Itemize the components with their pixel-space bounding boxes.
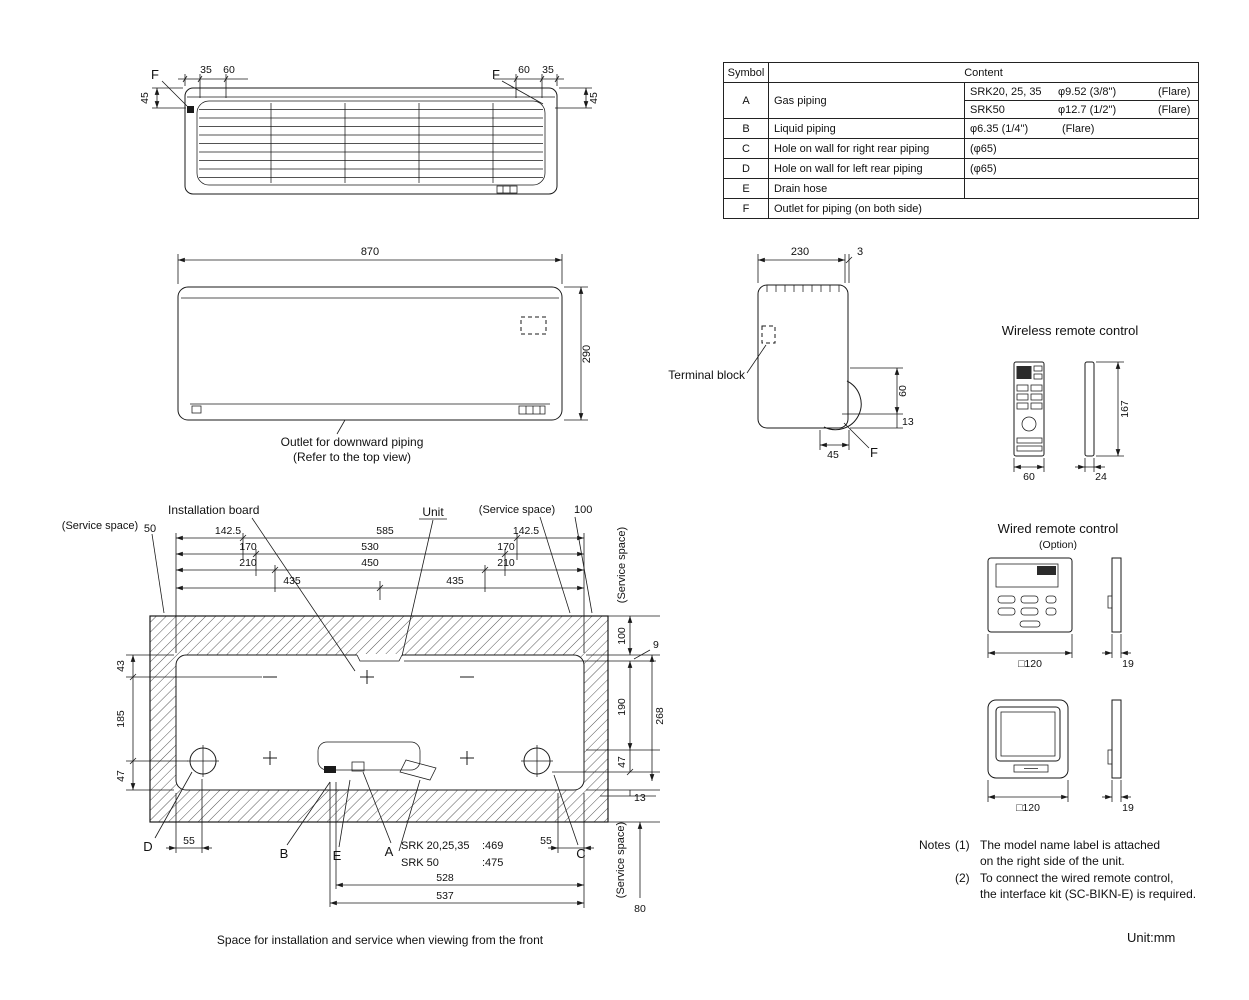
row-c-symbol: C [742, 142, 750, 155]
note2-line2: the interface kit (SC-BIKN-E) is required. [980, 887, 1197, 901]
front-view-dimensions [178, 254, 588, 434]
side-view-dim-45: 45 [827, 449, 839, 461]
dim-43: 43 [115, 660, 127, 672]
dim-13: 13 [634, 792, 646, 804]
wireless-remote-dim-60: 60 [1023, 471, 1035, 483]
top-view-dimensions [152, 74, 592, 108]
top-view-dim-35-left: 35 [200, 64, 212, 76]
dim-268: 268 [654, 707, 666, 725]
front-view-dim-290: 290 [581, 344, 593, 364]
row-f-symbol: F [742, 202, 750, 215]
top-view-dim-60-left: 60 [223, 64, 235, 76]
row-e-value [964, 179, 1198, 198]
row-f-name: Outlet for piping (on both side) [768, 199, 1198, 218]
front-view-dim-870: 870 [360, 246, 380, 258]
row-a-line1-type: (Flare) [1158, 85, 1191, 98]
notes-block [919, 838, 1196, 901]
side-view-dim-60: 60 [897, 385, 909, 397]
top-view-dim-45-right: 45 [588, 92, 600, 104]
dim-142-5-left: 142.5 [214, 525, 242, 537]
wireless-remote-dim-167: 167 [1119, 400, 1131, 418]
front-view [178, 246, 593, 464]
table-row-d [724, 158, 1198, 178]
dim-435-left: 435 [283, 575, 301, 587]
callout-d: D [143, 839, 153, 854]
row-e-name: Drain hose [768, 179, 964, 198]
wired-remote2-display [996, 707, 1060, 761]
wired-remote2-dim-120: □120 [1016, 802, 1040, 814]
wired-remote2-dim-19: 19 [1122, 802, 1134, 814]
caption: Space for installation and service when viewing from the front [216, 933, 544, 947]
srk50-value: :475 [482, 857, 504, 869]
top-view-f-right-label: F [492, 67, 500, 82]
row-c-name: Hole on wall for right rear piping [768, 139, 964, 158]
wired-remote-subtitle: (Option) [1039, 539, 1077, 551]
row-b-size: φ6.35 (1/4") [970, 122, 1029, 135]
row-a-line2 [965, 101, 1198, 118]
row-a-line2-type: (Flare) [1158, 103, 1191, 116]
srk50-model: SRK 50 [401, 857, 439, 869]
wired-remote2-side [1112, 700, 1121, 778]
wireless-remote-title: Wireless remote control [1001, 323, 1139, 338]
row-d-symbol: D [742, 162, 750, 175]
side-view-dim-230: 230 [790, 246, 810, 258]
top-view-dim-45-left: 45 [139, 92, 151, 104]
piping-outlet-arc [824, 381, 861, 430]
dim-9: 9 [653, 639, 659, 651]
dim-47-left: 47 [115, 770, 127, 782]
dim-530: 530 [361, 541, 379, 553]
top-view-f-left-label: F [151, 67, 159, 82]
row-d-value: (φ65) [964, 159, 1198, 178]
dim-537: 537 [436, 890, 454, 902]
row-b-name: Liquid piping [768, 119, 964, 138]
signal-receiver-dashed-box [521, 317, 546, 334]
row-b-type: (Flare) [1062, 122, 1095, 135]
dim-100-right: 100 [616, 627, 628, 645]
callout-a: A [384, 844, 394, 859]
dim-170-left: 170 [239, 541, 257, 553]
note1-line1: The model name label is attached [980, 838, 1161, 852]
callout-e: E [332, 848, 342, 863]
dim-100-top-label: 100 [574, 504, 593, 516]
row-a-line2-size: φ12.7 (1/2") [1058, 103, 1117, 116]
col-header-symbol: Symbol [727, 66, 765, 79]
wired-remote1-dim-120: □120 [1018, 658, 1042, 670]
service-space-right-top-label: (Service space) [616, 526, 628, 604]
dim-55-left: 55 [183, 835, 195, 847]
dim-185: 185 [115, 710, 127, 728]
dim-50-left-label: 50 [143, 523, 157, 535]
service-space-top-label: (Service space) [478, 504, 556, 516]
side-view [668, 246, 914, 461]
row-b-value [964, 119, 1198, 138]
table-row-e [724, 178, 1198, 198]
side-view-dimensions [747, 254, 903, 450]
dim-585: 585 [376, 525, 394, 537]
dim-170-right: 170 [497, 541, 515, 553]
dim-528: 528 [436, 872, 454, 884]
outlet-downward-label: Outlet for downward piping [280, 435, 424, 449]
row-a-line1-size: φ9.52 (3/8") [1058, 85, 1117, 98]
terminal-block-dashed-box [762, 326, 775, 343]
table-row-f [724, 198, 1198, 218]
dim-47-right: 47 [616, 756, 628, 768]
row-e-symbol: E [742, 182, 750, 195]
note1-line2: on the right side of the unit. [980, 854, 1125, 868]
srk-small-model: SRK 20,25,35 [401, 840, 470, 852]
wired-remote1-buttons [998, 596, 1056, 627]
unit-label: Unit [422, 505, 444, 519]
dim-55-right: 55 [540, 835, 552, 847]
outlet-downward-sublabel: (Refer to the top view) [292, 450, 412, 464]
service-space-right-bottom-label: (Service space) [615, 821, 627, 899]
top-view [139, 64, 600, 194]
row-a-line1-model: SRK20, 25, 35 [970, 85, 1042, 98]
row-a-name: Gas piping [768, 83, 964, 118]
wired-remote-title: Wired remote control [997, 521, 1119, 536]
dim-190: 190 [616, 698, 628, 716]
wireless-remote-control [1002, 323, 1139, 483]
symbol-table [723, 62, 1199, 219]
unit-note: Unit:mm [1127, 930, 1176, 945]
wired-remote-control [988, 521, 1134, 814]
srk-small-value: :469 [482, 840, 504, 852]
top-view-grille [199, 103, 543, 183]
dim-210-right: 210 [497, 557, 515, 569]
table-header-row [724, 63, 1198, 82]
dim-210-left: 210 [239, 557, 257, 569]
callout-b: B [279, 846, 289, 861]
wireless-remote-dim-24: 24 [1095, 471, 1107, 483]
dim-435-right: 435 [446, 575, 464, 587]
row-a-value [964, 83, 1198, 118]
installation-board-label: Installation board [168, 503, 260, 517]
row-a-symbol: A [742, 94, 750, 107]
wireless-remote-buttons [1017, 385, 1042, 451]
row-c-value: (φ65) [964, 139, 1198, 158]
side-view-top-ribs [767, 285, 839, 292]
service-space-left-label: (Service space) [61, 520, 139, 532]
table-row-c [724, 138, 1198, 158]
dim-142-5-right: 142.5 [512, 525, 540, 537]
wired-remote1-dim-19: 19 [1122, 658, 1134, 670]
piping-outlet-left-mark [187, 106, 194, 113]
top-view-dim-35-right: 35 [542, 64, 554, 76]
note2-line1: To connect the wired remote control, [980, 871, 1174, 885]
row-a-line2-model: SRK50 [970, 103, 1005, 116]
col-header-content: Content [768, 63, 1198, 82]
row-d-name: Hole on wall for left rear piping [768, 159, 964, 178]
table-row-b [724, 118, 1198, 138]
model-label-mark [497, 186, 517, 193]
dim-450: 450 [361, 557, 379, 569]
side-view-dim-3: 3 [856, 246, 864, 258]
note2-number: (2) [955, 871, 970, 885]
side-view-dim-13: 13 [902, 416, 914, 428]
row-a-line1 [965, 83, 1198, 101]
table-row-a [724, 82, 1198, 118]
wired-remote1-side [1112, 558, 1121, 632]
wireless-remote-side [1085, 362, 1094, 456]
dim-80: 80 [634, 903, 646, 915]
note1-number: (1) [955, 838, 970, 852]
row-b-symbol: B [742, 122, 750, 135]
side-view-f-label: F [870, 445, 878, 460]
wireless-remote-display [1017, 366, 1032, 379]
installation-diagram [62, 503, 666, 915]
terminal-block-label: Terminal block [668, 368, 745, 382]
notes-heading: Notes [919, 838, 951, 852]
top-view-dim-60-right: 60 [518, 64, 530, 76]
callout-c: C [576, 846, 586, 861]
